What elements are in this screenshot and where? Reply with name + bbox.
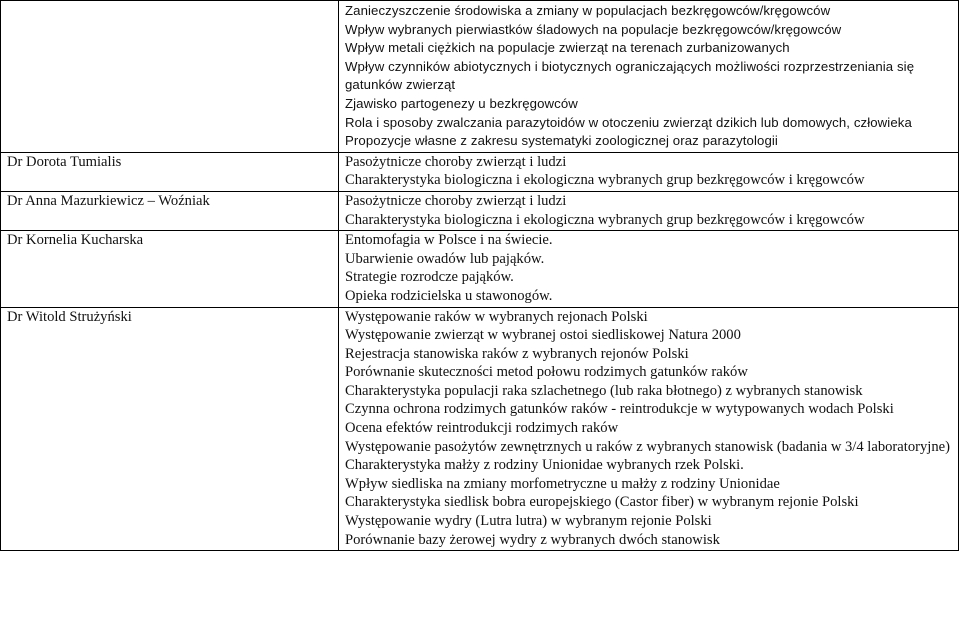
topic-item: Wpływ metali ciężkich na populacje zwierząt na terenach zurbanizowanych — [345, 40, 790, 56]
topic-item: Charakterystyka biologiczna i ekologiczna wybranych grup bezkręgowców i kręgowców — [345, 172, 865, 189]
supervisor-cell — [1, 152, 339, 191]
supervisor-cell — [1, 1, 339, 153]
topic-item: Charakterystyka biologiczna i ekologiczna wybranych grup bezkręgowców i kręgowców — [345, 211, 865, 228]
topic-item: Zanieczyszczenie środowiska a zmiany w populacjach bezkręgowców/kręgowców — [345, 3, 831, 18]
topics-cell — [339, 231, 959, 307]
topic-item: Czynna ochrona rodzimych gatunków raków - reintrodukcje w wytypowanych wodach Polski — [345, 401, 894, 418]
topic-item: Występowanie zwierząt w wybranej ostoi siedliskowej Natura 2000 — [345, 327, 741, 344]
topic-item: Występowanie raków w wybranych rejonach Polski — [345, 308, 648, 325]
topic-item: Wpływ czynników abiotycznych i biotycznych ograniczających możliwości rozprzestrzeniania się gatunków zwierząt — [345, 58, 915, 93]
topic-item: Charakterystyka siedlisk bobra europejskiego (Castor fiber) w wybranym rejonie Polski — [345, 494, 859, 511]
topic-item: Charakterystyka małży z rodziny Unionidae wybranych rzek Polski. — [345, 457, 744, 474]
supervisor-name: Dr Anna Mazurkiewicz – Woźniak — [7, 192, 210, 209]
topics-cell — [339, 1, 959, 153]
topic-item: Pasożytnicze choroby zwierząt i ludzi — [345, 192, 567, 209]
topic-item: Entomofagia w Polsce i na świecie. — [345, 232, 553, 249]
supervisor-cell — [1, 307, 339, 551]
topic-item: Występowanie wydry (Lutra lutra) w wybranym rejonie Polski — [345, 513, 712, 530]
topic-item: Opieka rodzicielska u stawonogów. — [345, 287, 553, 304]
topic-item: Strategie rozrodcze pająków. — [345, 269, 514, 286]
topic-item: Rejestracja stanowiska raków z wybranych rejonów Polski — [345, 345, 689, 362]
topic-item: Pasożytnicze choroby zwierząt i ludzi — [345, 153, 567, 170]
topic-item: Charakterystyka populacji raka szlachetnego (lub raka błotnego) z wybranych stanowisk — [345, 382, 863, 399]
topics-cell — [339, 152, 959, 191]
table-row — [1, 152, 959, 191]
topic-item: Porównanie skuteczności metod połowu rodzimych gatunków raków — [345, 364, 748, 381]
table-row — [1, 1, 959, 153]
supervisor-name: Dr Dorota Tumialis — [7, 153, 122, 170]
supervisor-name: Dr Kornelia Kucharska — [7, 232, 144, 249]
topic-item: Występowanie pasożytów zewnętrznych u raków z wybranych stanowisk (badania w 3/4 laboratoryjne) — [345, 438, 950, 455]
topic-item: Wpływ wybranych pierwiastków śladowych na populacje bezkręgowców/kręgowców — [345, 21, 842, 37]
topic-item: Rola i sposoby zwalczania parazytoidów w otoczeniu zwierząt dzikich lub domowych, człowieka — [345, 114, 912, 130]
topic-item: Ubarwienie owadów lub pająków. — [345, 250, 545, 267]
supervisor-cell — [1, 231, 339, 307]
topics-cell — [339, 191, 959, 230]
topic-item: Ocena efektów reintrodukcji rodzimych raków — [345, 420, 619, 437]
topic-item: Propozycje własne z zakresu systematyki zoologicznej oraz parazytologii — [345, 133, 778, 149]
supervisor-cell — [1, 191, 339, 230]
topic-item: Wpływ siedliska na zmiany morfometryczne u małży z rodziny Unionidae — [345, 475, 780, 492]
table-row — [1, 231, 959, 307]
supervisor-name: Dr Witold Strużyński — [7, 308, 132, 325]
table-row — [1, 307, 959, 551]
topic-item: Zjawisko partogenezy u bezkręgowców — [345, 95, 578, 111]
topics-cell — [339, 307, 959, 551]
topic-item: Porównanie bazy żerowej wydry z wybranych dwóch stanowisk — [345, 531, 720, 548]
table-row — [1, 191, 959, 230]
